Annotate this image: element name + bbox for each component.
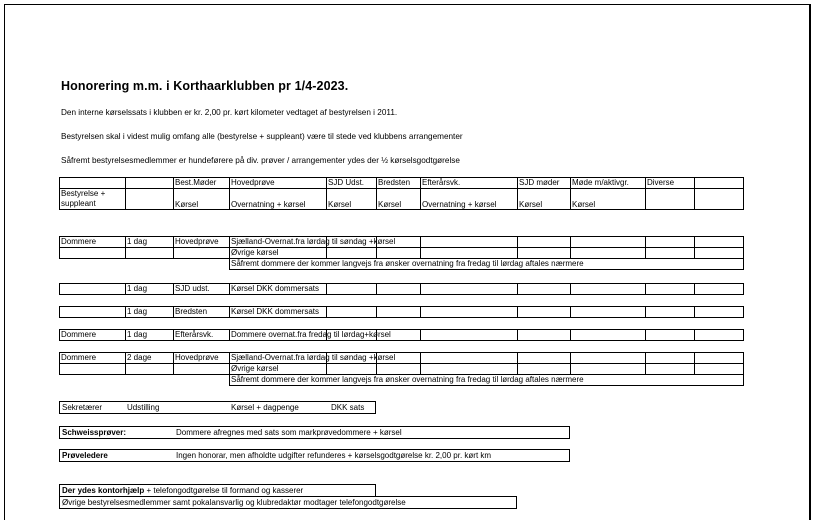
empty-cell xyxy=(646,364,695,375)
table-row xyxy=(60,353,744,364)
table-row xyxy=(60,330,744,341)
role-cell: Dommere xyxy=(60,237,126,248)
empty-cell xyxy=(518,307,571,318)
table-row xyxy=(60,248,744,259)
header-row-events xyxy=(60,178,744,189)
event-cell: Hovedprøve xyxy=(174,237,230,248)
page-title: Honorering m.m. i Korthaarklubben pr 1/4-2023. xyxy=(61,79,349,93)
empty-cell xyxy=(646,237,695,248)
row-label-line: Bestyrelse + xyxy=(61,189,106,198)
empty-cell xyxy=(646,307,695,318)
empty-cell xyxy=(518,248,571,259)
empty-cell xyxy=(571,330,646,341)
table-row xyxy=(60,364,744,375)
section-label: Schweissprøver: xyxy=(62,428,127,437)
rule-cell: Kørsel DKK dommersats xyxy=(230,307,327,318)
autumn-trial-table xyxy=(59,329,744,341)
empty-cell xyxy=(60,284,126,295)
empty-cell xyxy=(695,307,744,318)
empty-cell xyxy=(518,237,571,248)
role-label: Sekretærer xyxy=(62,403,103,412)
empty-cell xyxy=(174,364,230,375)
row-label-board xyxy=(60,189,126,210)
rule-text: + telefongodtgørelse til formand og kasserer xyxy=(144,486,304,495)
office-help-row-2 xyxy=(59,496,517,509)
empty-cell xyxy=(174,375,230,386)
secretaries-row xyxy=(59,401,376,414)
period-cell: 1 dag xyxy=(126,237,174,248)
header-cell: Kørsel xyxy=(377,189,421,210)
event-cell: SJD udst. xyxy=(174,284,230,295)
empty-cell xyxy=(126,259,174,270)
office-help-line xyxy=(62,485,303,496)
paragraph-mileage: Den interne kørselssats i klubben er kr. 2,00 pr. kørt kilometer vedtaget af bestyrelsen i 2011. xyxy=(61,108,398,117)
role-cell: Dommere xyxy=(60,330,126,341)
empty-cell xyxy=(695,330,744,341)
empty-cell xyxy=(421,307,518,318)
event-cell: Bredsten xyxy=(174,307,230,318)
table-row xyxy=(60,237,744,248)
header-cell xyxy=(126,178,174,189)
section-label: Der ydes kontorhjælp xyxy=(62,486,145,495)
empty-cell xyxy=(327,248,377,259)
spreadsheet-page xyxy=(4,4,811,520)
empty-cell xyxy=(646,353,695,364)
rule-text: Dommere afregnes med sats som markprøvedommere + kørsel xyxy=(176,428,402,437)
empty-cell xyxy=(377,284,421,295)
empty-cell xyxy=(421,364,518,375)
header-cell: Kørsel xyxy=(571,189,646,210)
empty-cell xyxy=(518,330,571,341)
empty-cell xyxy=(571,353,646,364)
header-cell: SJD Udst. xyxy=(327,178,377,189)
header-cell xyxy=(695,189,744,210)
period-cell: 2 dage xyxy=(126,353,174,364)
rule-cell: Øvrige kørsel xyxy=(230,248,327,259)
table-row xyxy=(60,307,744,318)
empty-cell xyxy=(695,353,744,364)
empty-cell xyxy=(571,364,646,375)
judges-two-day-table xyxy=(59,352,744,386)
header-cell: Efterårsvk. xyxy=(421,178,518,189)
event-label: Udstilling xyxy=(127,403,160,412)
empty-cell xyxy=(421,284,518,295)
header-cell: Møde m/aktivgr. xyxy=(571,178,646,189)
header-cell: Hovedprøve xyxy=(230,178,327,189)
header-cell xyxy=(646,189,695,210)
rule-text: Ingen honorar, men afholdte udgifter refunderes + kørselsgodtgørelse kr. 2,00 pr. kørt km xyxy=(176,451,492,460)
rule-cell: Dommere overnat.fra fredag til lørdag+kørsel xyxy=(231,330,391,339)
trial-leaders-row xyxy=(59,449,570,462)
empty-cell xyxy=(60,364,126,375)
empty-cell xyxy=(421,330,518,341)
empty-cell xyxy=(518,364,571,375)
header-cell: Best.Møder xyxy=(174,178,230,189)
period-cell: 1 dag xyxy=(126,307,174,318)
event-cell: Hovedprøve xyxy=(174,353,230,364)
schweiss-trials-row xyxy=(59,426,570,439)
header-cell: Kørsel xyxy=(518,189,571,210)
sjd-show-table xyxy=(59,283,744,295)
rule-text: Kørsel + dagpenge xyxy=(231,403,299,412)
rule-cell: Kørsel DKK dommersats xyxy=(230,284,327,295)
empty-cell xyxy=(571,248,646,259)
empty-cell xyxy=(126,364,174,375)
bredsten-table xyxy=(59,306,744,318)
role-cell: Dommere xyxy=(60,353,126,364)
table-row xyxy=(60,375,744,386)
empty-cell xyxy=(695,248,744,259)
empty-cell xyxy=(421,353,518,364)
empty-cell xyxy=(695,237,744,248)
header-cell xyxy=(60,178,126,189)
paragraph-handlers: Såfremt bestyrelsesmedlemmer er hundeførere på div. prøver / arrangementer ydes der ½ kørselsgodtgørelse xyxy=(61,156,460,165)
empty-cell xyxy=(646,330,695,341)
empty-cell xyxy=(518,284,571,295)
section-label: Prøveledere xyxy=(62,451,108,460)
empty-cell xyxy=(377,248,421,259)
table-row xyxy=(60,259,744,270)
row-label-line: suppleant xyxy=(61,199,96,208)
header-cell: Kørsel xyxy=(174,189,230,210)
empty-cell xyxy=(421,248,518,259)
empty-cell xyxy=(646,248,695,259)
empty-cell xyxy=(571,307,646,318)
empty-cell xyxy=(377,307,421,318)
empty-cell xyxy=(571,237,646,248)
header-cell: Kørsel xyxy=(327,189,377,210)
table-row xyxy=(60,284,744,295)
empty-cell xyxy=(60,248,126,259)
rule-text: Øvrige bestyrelsesmedlemmer samt pokalansvarlig og klubredaktør modtager telefongodtgørelse xyxy=(62,498,406,507)
empty-cell xyxy=(571,284,646,295)
rule-cell: Sjælland-Overnat.fra lørdag til søndag +kørsel xyxy=(231,353,396,362)
header-cell: SJD møder xyxy=(518,178,571,189)
empty-cell xyxy=(695,284,744,295)
empty-cell xyxy=(60,375,126,386)
paragraph-attendance: Bestyrelsen skal i videst mulig omfang alle (bestyrelse + suppleant) være til stede ved klubbens arrangementer xyxy=(61,132,463,141)
empty-cell xyxy=(126,248,174,259)
header-cell xyxy=(695,178,744,189)
rule-cell: Såfremt dommere der kommer langvejs fra ønsker overnatning fra fredag til lørdag aftales nærmere xyxy=(230,375,744,386)
header-row-compensation xyxy=(60,189,744,210)
empty-cell xyxy=(174,259,230,270)
header-cell: Diverse xyxy=(646,178,695,189)
empty-cell xyxy=(646,284,695,295)
event-cell: Efterårsvk. xyxy=(174,330,230,341)
header-cell xyxy=(126,189,174,210)
empty-cell xyxy=(174,248,230,259)
empty-cell xyxy=(60,259,126,270)
empty-cell xyxy=(327,307,377,318)
empty-cell xyxy=(126,375,174,386)
rule-cell: Såfremt dommere der kommer langvejs fra ønsker overnatning fra fredag til lørdag aftales nærmere xyxy=(230,259,744,270)
rate-text: DKK sats xyxy=(331,403,365,412)
judges-main-trial-table xyxy=(59,236,744,270)
header-cell: Overnatning + kørsel xyxy=(421,189,518,210)
period-cell: 1 dag xyxy=(126,284,174,295)
header-table xyxy=(59,177,744,210)
period-cell: 1 dag xyxy=(126,330,174,341)
rule-cell: Øvrige kørsel xyxy=(230,364,327,375)
empty-cell xyxy=(60,307,126,318)
header-cell: Overnatning + kørsel xyxy=(230,189,327,210)
header-cell: Bredsten xyxy=(377,178,421,189)
empty-cell xyxy=(695,364,744,375)
empty-cell xyxy=(377,364,421,375)
empty-cell xyxy=(327,364,377,375)
empty-cell xyxy=(518,353,571,364)
rule-cell: Sjælland-Overnat.fra lørdag til søndag +kørsel xyxy=(231,237,396,246)
empty-cell xyxy=(421,237,518,248)
empty-cell xyxy=(327,284,377,295)
